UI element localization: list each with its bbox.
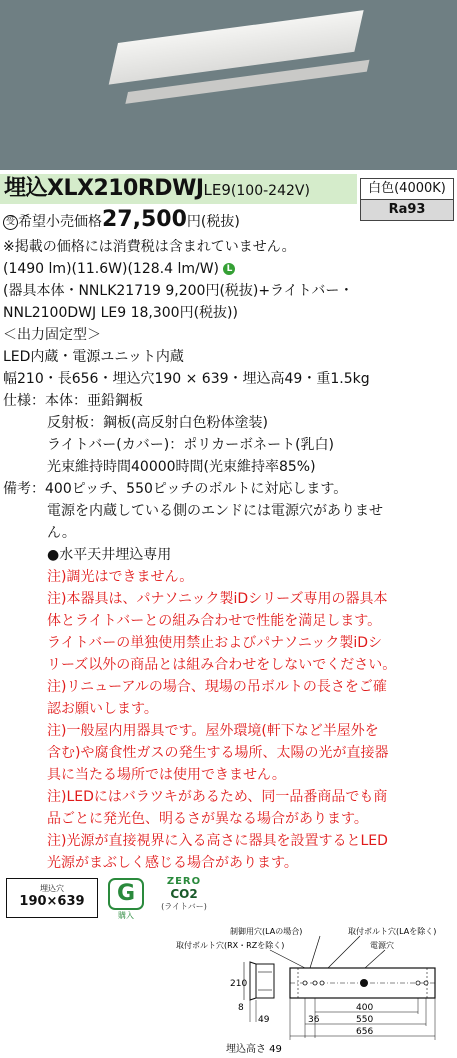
price-unit: 円(税抜) xyxy=(186,214,240,230)
bar-price: NNL2100DWJ LE9 18,300円(税抜)) xyxy=(3,305,238,321)
spec-values-line xyxy=(3,259,235,279)
color-spec-box xyxy=(360,178,454,221)
dim-49: 49 xyxy=(258,1015,270,1025)
note-line: 注)リニューアルの場合、現場の吊ボルトの長さをご確 xyxy=(47,679,387,695)
dim-400: 400 xyxy=(356,1003,374,1013)
remark-power-hole-cont: ん。 xyxy=(47,525,76,541)
dim-8: 8 xyxy=(238,1003,244,1013)
co2-text: CO2 xyxy=(170,887,198,901)
note-line: 注)一般屋内用器具です。屋外環境(軒下など半屋外を xyxy=(47,723,379,739)
note-line: 具に当たる場所では使用できません。 xyxy=(47,767,286,783)
product-title xyxy=(4,174,310,204)
output-type: ＜出力固定型＞ xyxy=(3,327,101,343)
spec-body: 仕様：本体：亜鉛鋼板 xyxy=(3,393,143,409)
note-line: リーズ以外の商品とは組み合わせをしないでください。 xyxy=(47,657,397,673)
remark-pitch: 備考：400ピッチ、550ピッチのボルトに対応します。 xyxy=(3,481,348,497)
dimension-drawing xyxy=(160,926,457,1056)
spec-lifetime: 光束維持時間40000時間(光束維持率85%) xyxy=(47,459,316,475)
note-line: 品ごとに発光色、明るさが異なる場合があります。 xyxy=(47,811,368,827)
green-purchase-badge xyxy=(108,878,144,922)
spec-reflector: 反射板：鋼板(高反射白色粉体塗装) xyxy=(47,415,268,431)
side-flange xyxy=(250,962,256,1000)
product-photo xyxy=(0,0,457,170)
side-view xyxy=(256,964,274,998)
hole-label: 埋込穴 xyxy=(40,884,64,893)
body-price: (器具本体・NNLK21719 9,200円(税抜)+ライトバー・ xyxy=(3,283,354,299)
price-label: 希望小売価格 xyxy=(18,214,102,230)
dim-656: 656 xyxy=(356,1027,374,1037)
power-hole xyxy=(360,979,368,987)
dim-210: 210 xyxy=(230,979,248,989)
note-line: 光源がまぶしく感じる場合があります。 xyxy=(47,855,298,871)
spec-values: (1490 lm)(11.6W)(128.4 lm/W) xyxy=(3,261,220,277)
leader-line xyxy=(328,936,360,968)
label-bolt-rx: 取付ボルト穴(RX・RZを除く) xyxy=(176,941,285,950)
ra-value: Ra93 xyxy=(361,199,453,220)
note-line: 認お願いします。 xyxy=(47,701,158,717)
label-control-hole: 制御用穴(LAの場合) xyxy=(230,927,303,936)
control-hole xyxy=(320,981,324,985)
bolt-hole xyxy=(303,981,307,985)
label-bolt-la: 取付ボルト穴(LAを除く) xyxy=(348,927,437,936)
zero-co2-badge xyxy=(158,876,210,924)
green-g-icon: G xyxy=(108,878,144,910)
zero-text: ZERO xyxy=(166,876,202,887)
price-amount: 27,500 xyxy=(102,207,187,232)
dim-36: 36 xyxy=(308,1015,320,1025)
voltage: (100-242V) xyxy=(230,183,310,199)
dimensions: 幅210・長656・埋込穴190 × 639・埋込高49・重1.5kg xyxy=(3,371,370,387)
hole-size: 190×639 xyxy=(19,894,85,909)
remark-ceiling: ●水平天井埋込専用 xyxy=(47,547,172,563)
bolt-hole xyxy=(424,981,428,985)
note-line: ライトバーの単独使用禁止およびパナソニック製iDシ xyxy=(47,635,382,651)
note-line: 注)光源が直接視界に入る高さに器具を設置するとLED xyxy=(47,833,388,849)
leader-line xyxy=(365,950,385,968)
builtin-note: LED内蔵・電源ユニット内蔵 xyxy=(3,349,184,365)
remark-power-hole: 電源を内蔵している側のエンドには電源穴がありませ xyxy=(47,503,383,519)
label-power-hole: 電源穴 xyxy=(370,941,394,950)
note-line: 注)LEDにはバラツキがあるため、同一品番商品でも商 xyxy=(47,789,388,805)
spec-lightbar: ライトバー(カバー)：ポリカーボネート(乳白) xyxy=(47,437,335,453)
bolt-hole xyxy=(313,981,317,985)
note-line: 注)本器具は、パナソニック製iDシリーズ専用の器具本 xyxy=(47,591,388,607)
color-temperature: 白色(4000K) xyxy=(368,181,446,196)
note-line: 含む)や腐食性ガスの発生する場所、太陽の光が直接器 xyxy=(47,745,389,761)
embed-height: 埋込高さ 49 xyxy=(226,1044,282,1055)
bolt-hole xyxy=(416,981,420,985)
leader-line xyxy=(270,950,305,968)
note-line: 注)調光はできません。 xyxy=(47,569,194,585)
green-purchase-text: 購入 xyxy=(118,911,134,920)
model-suffix: LE9 xyxy=(203,181,231,199)
hole-size-badge xyxy=(6,878,98,918)
order-mark-icon: 受 xyxy=(3,215,18,230)
leader-line xyxy=(310,936,320,968)
eco-leaf-icon: L xyxy=(223,263,235,275)
tax-note: ※掲載の価格には消費税は含まれていません。 xyxy=(3,239,296,255)
model-number: 埋込XLX210RDWJ xyxy=(4,176,204,201)
dim-550: 550 xyxy=(356,1015,374,1025)
zero-caption: (ライトバー) xyxy=(161,902,207,911)
note-line: 体とライトバーとの組み合わせで性能を満足します。 xyxy=(47,613,382,629)
price-line xyxy=(3,207,240,232)
